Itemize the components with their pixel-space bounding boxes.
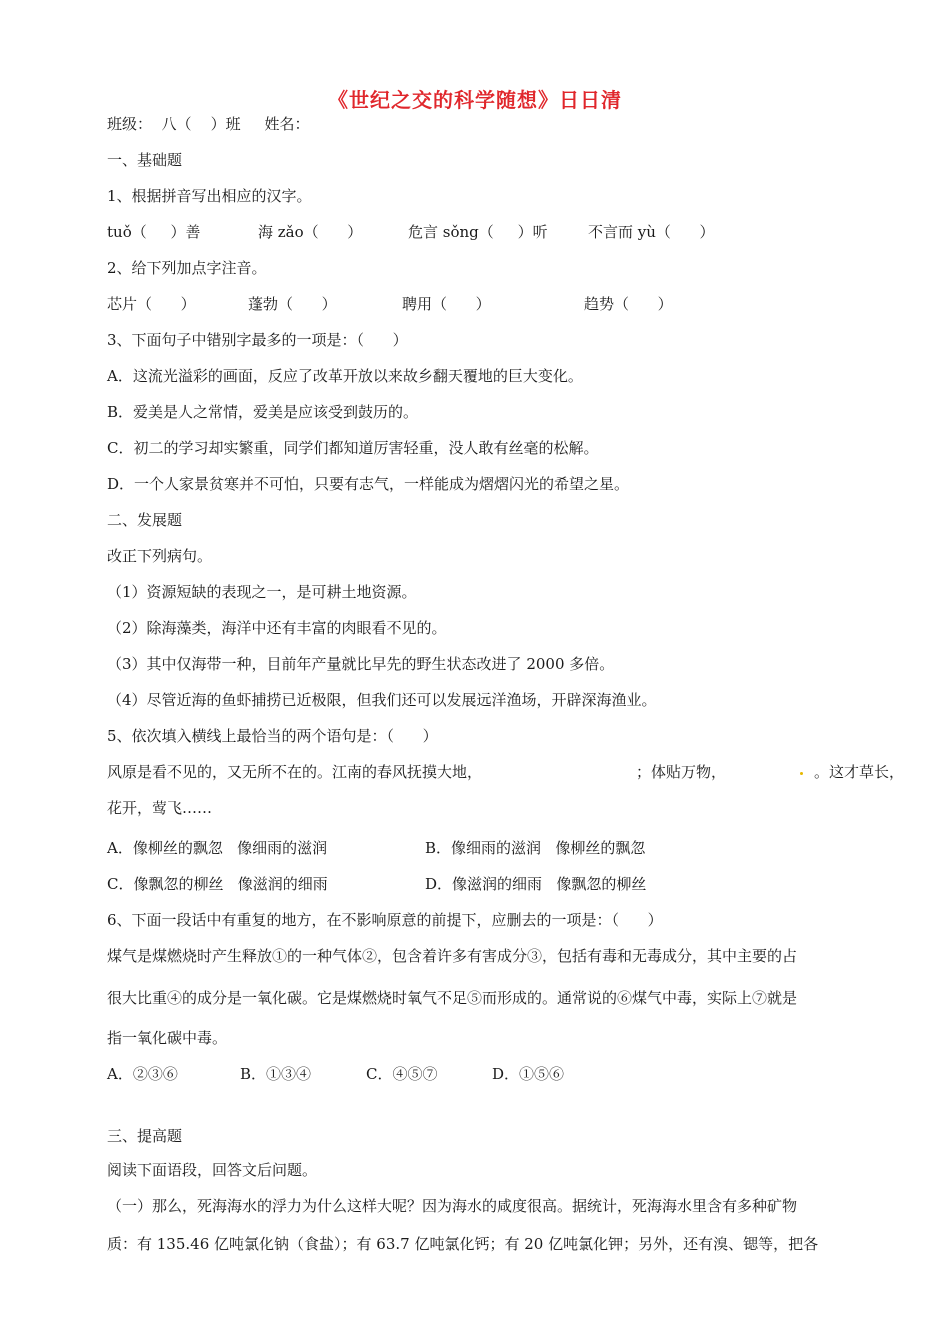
q5-option-c: C．像飘忽的柳丝 像滋润的细雨: [107, 875, 328, 893]
section2-heading: 二、发展题: [107, 511, 183, 529]
q1-item-4: 不言而 yù（ ）: [588, 223, 715, 241]
q5-passage-part3: 。这才草长，: [814, 763, 905, 781]
q1-item-1: tuǒ（ ）善: [107, 223, 201, 241]
sentence-3: （3）其中仅海带一种，目前年产量就比早先的野生状态改进了 2000 多倍。: [107, 655, 615, 673]
q5-option-d: D．像滋润的细雨 像飘忽的柳丝: [425, 875, 647, 893]
q3-option-b: B．爱美是人之常情，爱美是应该受到鼓历的。: [107, 403, 419, 421]
q3-option-c: C．初二的学习却实繁重，同学们都知道厉害轻重，没人敢有丝毫的松解。: [107, 439, 599, 457]
q6-passage-line-2: 很大比重④的成分是一氧化碳。它是煤燃烧时氧气不足⑤而形成的。通常说的⑥煤气中毒，实际上⑦就是: [107, 989, 798, 1007]
q6-option-c: C．④⑤⑦: [366, 1065, 438, 1083]
q2-item-1: 芯片（ ）: [107, 295, 196, 313]
q1-item-2: 海 zǎo（ ）: [258, 223, 363, 241]
q5-passage-line2: 花开，莺飞……: [107, 799, 213, 817]
q3-stem: 3、下面句子中错别字最多的一项是：（ ）: [107, 331, 408, 349]
sentence-2: （2）除海藻类，海洋中还有丰富的肉眼看不见的。: [107, 619, 447, 637]
q5-stem: 5、依次填入横线上最恰当的两个语句是：（ ）: [107, 727, 438, 745]
q6-stem: 6、下面一段话中有重复的地方，在不影响原意的前提下，应删去的一项是：（ ）: [107, 911, 663, 929]
q5-passage-part2: ；体贴万物，: [636, 763, 727, 781]
q1-item-3: 危言 sǒng（ ）听: [408, 223, 548, 241]
q5-passage-part1: 风原是看不见的，又无所不在的。江南的春风抚摸大地，: [107, 763, 483, 781]
section3-intro: 阅读下面语段，回答文后问题。: [107, 1161, 318, 1179]
section3-heading: 三、提高题: [107, 1127, 183, 1145]
section3-passage-line-2: 质：有 135.46 亿吨氯化钠（食盐）；有 63.7 亿吨氯化钙；有 20 亿吨氯化钾；另外，还有溴、锶等，把各: [107, 1235, 819, 1253]
sentence-4: （4）尽管近海的鱼虾捕捞已近极限，但我们还可以发展远洋渔场，开辟深海渔业。: [107, 691, 657, 709]
q2-item-3: 聘用（ ）: [402, 295, 491, 313]
q2-item-2: 蓬勃（ ）: [248, 295, 337, 313]
section2-intro: 改正下列病句。: [107, 547, 213, 565]
q1-stem: 1、根据拼音写出相应的汉字。: [107, 187, 312, 205]
q2-item-4: 趋势（ ）: [584, 295, 673, 313]
q6-option-b: B．①③④: [240, 1065, 312, 1083]
q6-option-d: D．①⑤⑥: [492, 1065, 565, 1083]
q3-option-a: A．这流光溢彩的画面，反应了改革开放以来故乡翻天覆地的巨大变化。: [107, 367, 583, 385]
q5-option-a: A．像柳丝的飘忽 像细雨的滋润: [107, 839, 328, 857]
q3-option-d: D．一个人家景贫寒并不可怕，只要有志气，一样能成为熠熠闪光的希望之星。: [107, 475, 630, 493]
mark-dot: [800, 772, 803, 775]
q5-option-b: B．像细雨的滋润 像柳丝的飘忽: [425, 839, 646, 857]
worksheet-title: 《世纪之交的科学随想》日日清: [328, 88, 622, 112]
q6-option-a: A．②③⑥: [107, 1065, 178, 1083]
class-name-line: 班级： 八（ ）班 姓名：: [107, 115, 310, 133]
section3-passage-line-1: （一）那么，死海海水的浮力为什么这样大呢？因为海水的咸度很高。据统计，死海海水里含有多种矿物: [107, 1197, 798, 1215]
section1-heading: 一、基础题: [107, 151, 183, 169]
q6-passage-line-1: 煤气是煤燃烧时产生释放①的一种气体②，包含着许多有害成分③，包括有毒和无毒成分，其中主要的占: [107, 947, 798, 965]
sentence-1: （1）资源短缺的表现之一，是可耕土地资源。: [107, 583, 417, 601]
q6-passage-line-3: 指一氧化碳中毒。: [107, 1029, 228, 1047]
q2-stem: 2、给下列加点字注音。: [107, 259, 267, 277]
